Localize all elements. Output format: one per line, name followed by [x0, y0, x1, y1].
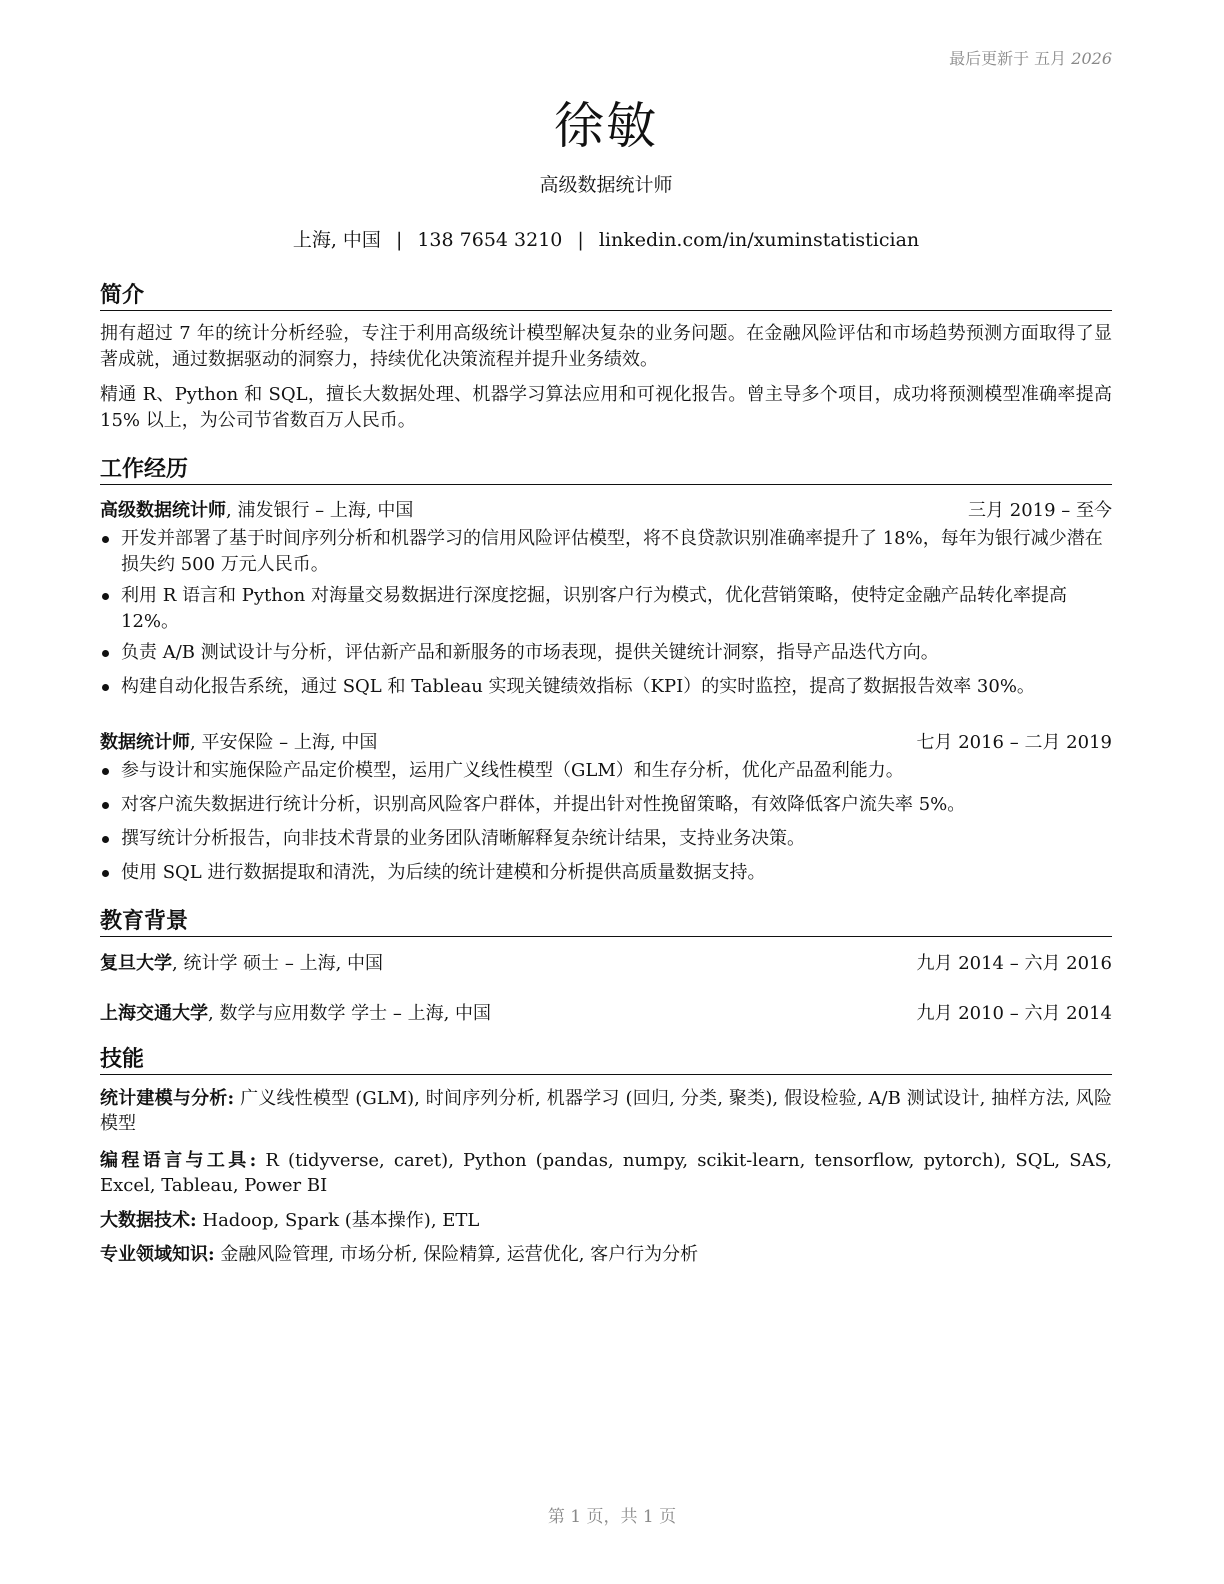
list-item: 参与设计和实施保险产品定价模型，运用广义线性模型（GLM）和生存分析，优化产品盈利能力。 [100, 758, 1112, 784]
summary-paragraph: 精通 R、Python 和 SQL，擅长大数据处理、机器学习算法应用和可视化报告。曾主导多个项目，成功将预测模型准确率提高 15% 以上，为公司节省数百万人民币。 [100, 384, 1112, 431]
candidate-title: 高级数据统计师 [539, 174, 673, 196]
education-detail: , 数学与应用数学 学士 – 上海, 中国 [208, 1003, 492, 1024]
page-number: 第 1 页，共 1 页 [547, 1507, 677, 1527]
list-item: 对客户流失数据进行统计分析，识别高风险客户群体，并提出针对性挽留策略，有效降低客户流失率 5%。 [100, 792, 1112, 818]
list-item: 利用 R 语言和 Python 对海量交易数据进行深度挖掘，识别客户行为模式，优化营销策略，使特定金融产品转化率提高 12%。 [100, 583, 1112, 635]
skill-line [100, 1086, 1112, 1136]
contact-line [100, 225, 1112, 252]
job-bullets [100, 526, 1112, 700]
contact-separator: | [577, 229, 584, 251]
section-heading-experience: 工作经历 [100, 452, 1112, 485]
job-org: , 浦发银行 – 上海, 中国 [226, 500, 414, 521]
section-heading-skills: 技能 [100, 1042, 1112, 1075]
job-header [100, 496, 1112, 522]
skill-text: 金融风险管理, 市场分析, 保险精算, 运营优化, 客户行为分析 [214, 1244, 699, 1265]
skill-text: Hadoop, Spark (基本操作), ETL [196, 1210, 480, 1231]
education-dates: 九月 2010 – 六月 2014 [916, 1003, 1112, 1024]
skill-line [100, 1148, 1112, 1198]
education-detail: , 统计学 硕士 – 上海, 中国 [172, 953, 384, 974]
list-item: 撰写统计分析报告，向非技术背景的业务团队清晰解释复杂统计结果，支持业务决策。 [100, 826, 1112, 852]
list-item: 开发并部署了基于时间序列分析和机器学习的信用风险评估模型，将不良贷款识别准确率提升了 18%，每年为银行减少潜在损失约 500 万元人民币。 [100, 526, 1112, 578]
skill-label: 编程语言与工具: [100, 1150, 257, 1171]
list-item: 使用 SQL 进行数据提取和清洗，为后续的统计建模和分析提供高质量数据支持。 [100, 860, 1112, 886]
contact-location: 上海, 中国 [292, 229, 381, 251]
skill-line [100, 1242, 1112, 1267]
education-school: 复旦大学 [100, 953, 172, 974]
job-header [100, 728, 1112, 754]
contact-phone: 138 7654 3210 [417, 229, 563, 251]
job-role: 数据统计师 [100, 732, 190, 753]
skill-label: 专业领域知识: [100, 1244, 215, 1265]
skill-label: 大数据技术: [100, 1210, 197, 1231]
section-heading-summary: 简介 [100, 278, 1112, 311]
job-bullets [100, 758, 1112, 886]
skill-line [100, 1208, 1112, 1233]
last-updated-prefix: 最后更新于 五月 [949, 49, 1067, 68]
job-role: 高级数据统计师 [100, 500, 226, 521]
education-dates: 九月 2014 – 六月 2016 [916, 953, 1112, 974]
job-org: , 平安保险 – 上海, 中国 [190, 732, 378, 753]
resume-page [100, 0, 1112, 1584]
skill-text: R (tidyverse, caret), Python (pandas, numpy, scikit-learn, tensorflow, pytorch), SQL, SAS, Excel, Tableau, Power BI [100, 1150, 1112, 1196]
job-dates: 三月 2019 – 至今 [968, 500, 1112, 521]
contact-separator: | [395, 229, 403, 251]
list-item: 构建自动化报告系统，通过 SQL 和 Tableau 实现关键绩效指标（KPI）的实时监控，提高了数据报告效率 30%。 [100, 674, 1112, 700]
job-dates: 七月 2016 – 二月 2019 [916, 732, 1112, 753]
summary-paragraph: 拥有超过 7 年的统计分析经验，专注于利用高级统计模型解决复杂的业务问题。在金融风险评估和市场趋势预测方面取得了显著成就，通过数据驱动的洞察力，持续优化决策流程并提升业务绩效。 [100, 323, 1112, 370]
last-updated [949, 46, 1112, 69]
list-item: 负责 A/B 测试设计与分析，评估新产品和新服务的市场表现，提供关键统计洞察，指导产品迭代方向。 [100, 640, 1112, 666]
education-entry [100, 999, 1112, 1025]
education-entry [100, 949, 1112, 975]
candidate-name: 徐敏 [554, 97, 658, 155]
section-heading-education: 教育背景 [100, 904, 1112, 937]
contact-linkedin-link[interactable]: linkedin.com/in/xuminstatistician [598, 229, 920, 251]
last-updated-year: 2026 [1071, 49, 1112, 68]
education-school: 上海交通大学 [100, 1003, 208, 1024]
skill-label: 统计建模与分析: [100, 1088, 235, 1109]
skill-text: 广义线性模型 (GLM), 时间序列分析, 机器学习 (回归, 分类, 聚类), 假设检验, A/B 测试设计, 抽样方法, 风险模型 [100, 1088, 1112, 1134]
